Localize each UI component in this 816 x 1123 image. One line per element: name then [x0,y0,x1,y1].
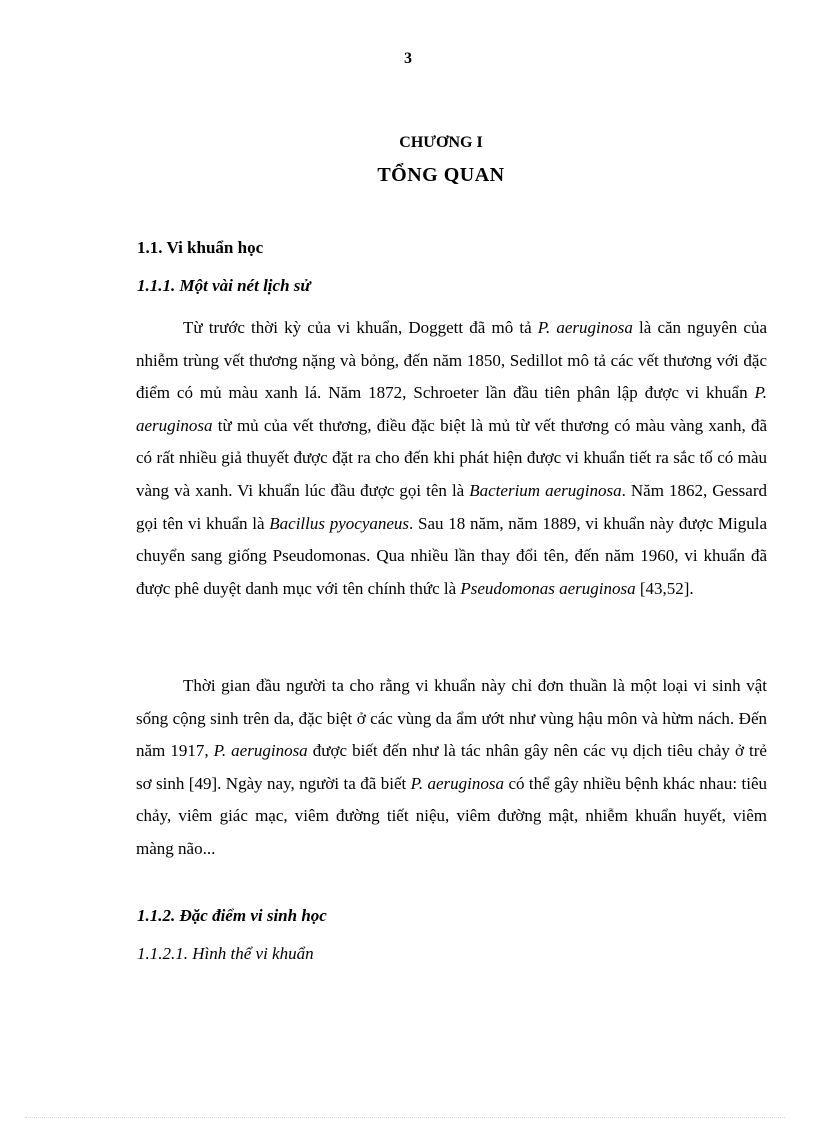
page-bottom-divider [25,1117,785,1118]
history-paragraph-2 [136,670,767,866]
chapter-title: TỔNG QUAN [377,164,505,186]
section-heading-1-1-1: 1.1.1. Một vài nét lịch sử [137,276,311,295]
text-run: [43,52]. [635,578,694,598]
section-heading-1-1-2-1: 1.1.2.1. Hình thể vi khuẩn [137,944,314,963]
text-run: có thể gây nhiều bệnh khác nhau: tiêu chảy, viêm giác mạc, viêm đường tiết niệu, viêm đường mật, nhiễm khuẩn huyết, viêm màng não... [136,773,767,858]
species-name: Bacterium aeruginosa [469,480,622,500]
species-name: P. aeruginosa [537,318,633,337]
species-name: P. aeruginosa [136,383,767,435]
text-run: được biết đến như là tác nhân gây nên các vụ dịch tiêu chảy ở trẻ sơ sinh [49]. Ngày nay, người ta đã biết [136,741,767,793]
section-heading-1-1-2: 1.1.2. Đặc điểm vi sinh học [137,906,327,925]
text-run: . Năm 1862, Gessard gọi tên vi khuẩn là [136,480,767,533]
text-run: Thời gian đầu người ta cho rằng vi khuẩn này chỉ đơn thuần là một loại vi sinh vật sống cộng sinh trên da, đặc biệt ở các vùng da ẩm ướt như vùng hậu môn và hừm nách. Đến năm 1917, [136,676,767,761]
text-run: từ mủ của vết thương, điều đặc biệt là mủ từ vết thương có màu vàng xanh, đã có rất nhiều giả thuyết được đặt ra cho đến khi phát hiện được vi khuẩn tiết ra sắc tố có màu vàng và xanh. Vi khuẩn lúc đầu được gọi tên là [136,415,767,500]
text-run: . Sau 18 năm, năm 1889, vi khuẩn này được Migula chuyển sang giống Pseudomonas. Qua nhiều lần thay đổi tên, đến năm 1960, vi khuẩn đã được phê duyệt danh mục với tên chính thức là [136,513,767,598]
section-heading-1-1: 1.1. Vi khuẩn học [137,238,264,257]
text-run: Từ trước thời kỳ của vi khuẩn, Doggett đã mô tả [183,318,538,337]
chapter-label: CHƯƠNG I [399,134,483,151]
text-run: là căn nguyên của nhiễm trùng vết thương nặng và bỏng, đến năm 1850, Sedillot mô tả các vết thương với đặc điểm có mủ màu xanh lá. Năm 1872, Schroeter lần đầu tiên phân lập được vi khuẩn [136,318,767,403]
species-name: Bacillus pyocyaneus [269,513,410,533]
species-name: P. aeruginosa [410,773,505,793]
species-name: P. aeruginosa [213,741,308,761]
species-name: Pseudomonas aeruginosa [460,578,636,598]
page-number: 3 [404,50,412,67]
history-paragraph-1 [136,312,767,605]
